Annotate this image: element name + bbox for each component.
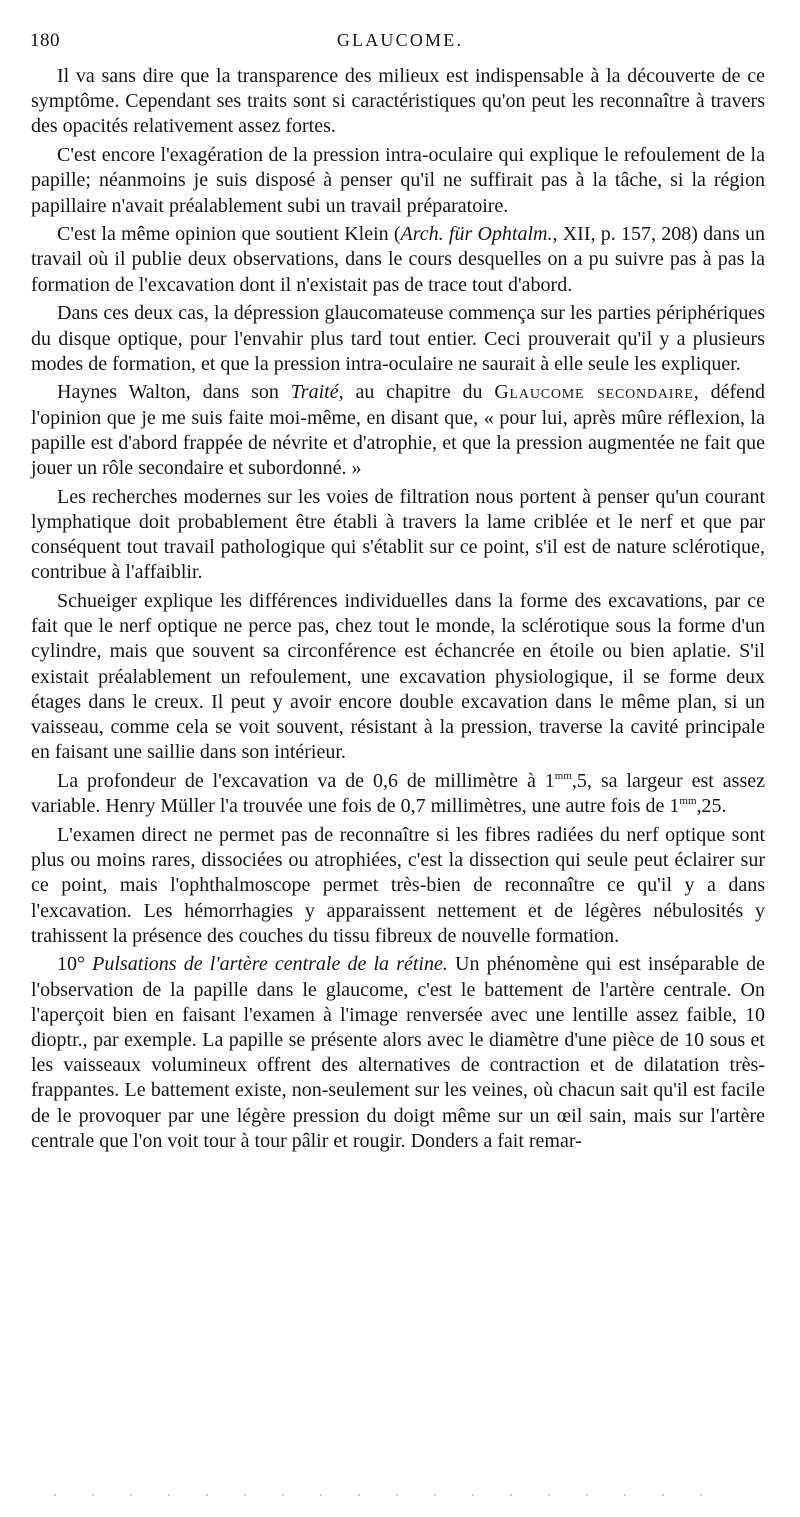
paragraph-6: Les recherches modernes sur les voies de filtration nous portent à penser qu'un courant lymphatique doit probablement être établi à travers la lame criblée et le nerf et que par conséquent tout travail pathologique qui s'établit sur ce point, s'il est de nature sclérotique, contribue à l'affaiblir. (31, 485, 765, 584)
section-number: 10° (57, 953, 85, 976)
unit-superscript: mm (679, 795, 697, 808)
paragraph-5-text-a: Haynes Walton, dans son (57, 381, 291, 404)
paragraph-3 (31, 222, 765, 298)
paragraph-9: L'examen direct ne permet pas de reconnaître si les fibres radiées du nerf optique sont plus ou moins rares, dissociées ou atrophiées, c'est la dissection qui seule peut éclairer sur ce point, mais l'ophthalmoscope permet très-bien de reconnaître ce qu'il y a dans l'excavation. Les hémorrhagies y apparaissent nettement et de légères nébulosités y trahissent la présence des couches du tissu fibreux de nouvelle formation. (31, 823, 765, 947)
paragraph-10 (31, 952, 765, 1154)
book-title-reference: Traité (290, 381, 339, 404)
paragraph-3-text-b: , XII, p. 157, 208) dans un travail où il publie deux observations, dans le cours desquelles on a pu suivre pas à pas la formation de l'excavation dont il n'existait pas de trace tout d'abord. (31, 223, 765, 296)
paragraph-7: Schueiger explique les différences individuelles dans la forme des excavations, par ce fait que le nerf optique ne perce pas, chez tout le monde, la sclérotique sous la forme d'un cylindre, mais que souvent sa circonférence est échancrée en étoile ou bien aplatie. S'il existait préalablement un refoulement, une excavation physiologique, il se forme deux étages dans le creux. Il peut y avoir encore double excavation dans le même plan, si un vaisseau, comme cela se voit souvent, résistant à la pression, traverse la cavité principale en faisant une saillie dans son intérieur. (31, 590, 765, 764)
paragraph-5-text-b: , au chapitre du (338, 381, 495, 404)
paragraph-5-text-c: , défend l'opinion que je me suis faite moi-même, en disant que, « pour lui, après mûre réflexion, la papille est d'abord frappée de névrite et d'atrophie, et que la pression augmentée ne fait que jouer un rôle secondaire et subordonné. » (31, 381, 765, 480)
paragraph-2: C'est encore l'exagération de la pression intra-oculaire qui explique le refoulement de la papille; néanmoins je suis disposé à penser qu'il ne suffirait pas à la tâche, si la région papillaire n'avait préalablement subi un travail préparatoire. (31, 144, 765, 217)
chapter-reference: Glaucome secondaire (494, 381, 694, 404)
page-body (31, 64, 765, 1158)
paragraph-4: Dans ces deux cas, la dépression glaucomateuse commença sur les parties périphériques du disque optique, pour l'envahir plus tard tout entier. Ceci prouverait qu'il y a plusieurs modes de formation, et que la pression intra-oculaire ne saurait à elle seule les expliquer. (31, 302, 765, 375)
running-head: GLAUCOME. (336, 30, 464, 50)
section-title: Pulsations de l'artère centrale de la rétine. (92, 953, 448, 976)
journal-reference: Arch. für Ophtalm. (400, 223, 553, 246)
unit-superscript: mm (554, 769, 572, 782)
paragraph-1: Il va sans dire que la transparence des milieux est indispensable à la découverte de ce symptôme. Cependant ses traits sont si caractéristiques qu'on peut les reconnaître à travers des opacités relativement assez fortes. (31, 65, 765, 138)
paragraph-3-text-a: C'est la même opinion que soutient Klein ( (57, 223, 401, 246)
paragraph-8-text-a: La profondeur de l'excavation va de 0,6 de millimètre à 1 (57, 769, 555, 792)
paragraph-8-text-c: ,25. (696, 795, 727, 818)
paragraph-8 (31, 769, 765, 819)
paragraph-10-text: Un phénomène qui est inséparable de l'observation de la papille dans le glaucome, c'est le battement de l'artère centrale. On l'aperçoit bien en faisant l'examen à l'image renversée avec une lentille assez faible, 10 dioptr., par exemple. La papille se présente alors avec le diamètre d'une pièce de 10 sous et les vaisseaux volumineux offrent des alternatives de contraction et de dilatation très-frappantes. Le battement existe, non-seulement sur les veines, où chacun sait qu'il est facile de le provoquer par une légère pression du doigt même sur un œil sain, mais sur l'artère centrale que l'on voit tour à tour pâlir et rougir. Donders a fait remar- (31, 953, 766, 1152)
scan-artifact-line (36, 1493, 736, 1497)
page-number: 180 (30, 30, 60, 51)
page-header (30, 30, 770, 60)
paragraph-8-text-b: ,5, sa largeur est assez variable. Henry Müller l'a trouvée une fois de 0,7 millimètres, une autre fois de 1 (31, 769, 765, 818)
paragraph-5 (31, 380, 765, 481)
